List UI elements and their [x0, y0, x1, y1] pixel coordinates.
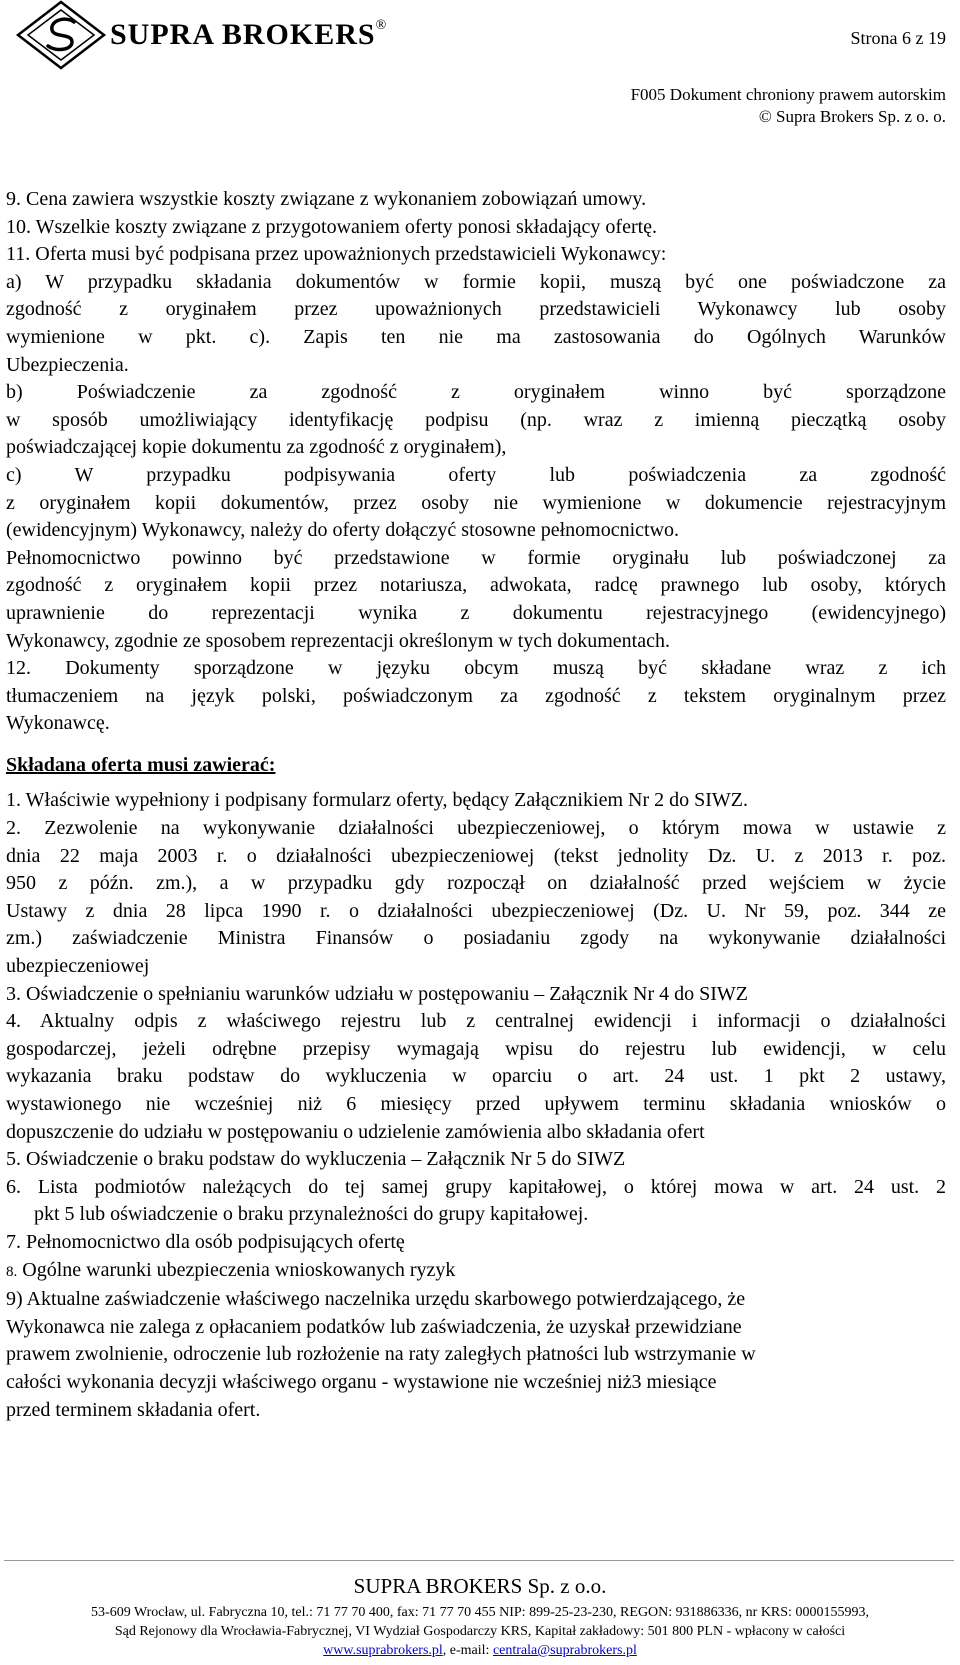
clause-12-line: tłumaczeniem na język polski, poświadczonym za zgodność z tekstem oryginalnym przez — [6, 684, 946, 707]
power-of-attorney-line: uprawnienie do reprezentacji wynika z dokumentu rejestracyjnego (ewidencyjnego) — [6, 601, 946, 624]
footer-company: SUPRA BROKERS Sp. z o.o. — [353, 1574, 607, 1598]
footer-address: 53-609 Wrocław, ul. Fabryczna 10, tel.: 71 77 70 400, fax: 71 77 70 455 NIP: 899-25-23-230, REGON: 931886336, nr KRS: 0000155993, — [91, 1605, 869, 1620]
list-item-9-line: całości wykonania decyzji właściwego organu - wystawione nie wcześniej niż3 miesiące — [6, 1370, 717, 1393]
clause-11b-line: b) Poświadczenie za zgodność z oryginałem winno być sporządzone — [6, 381, 946, 404]
list-item-8-text: Ogólne warunki ubezpieczenia wnioskowanych ryzyk — [22, 1258, 456, 1281]
clause-9: 9. Cena zawiera wszystkie koszty związane z wykonaniem zobowiązań umowy. — [6, 188, 647, 210]
list-item-2-line: 950 z późn. zm.), a w przypadku gdy rozpoczął on działalność przed wejściem w życie — [6, 872, 946, 895]
power-of-attorney-line: Pełnomocnictwo powinno być przedstawione w formie oryginału lub poświadczonej za — [6, 546, 946, 569]
brand-name: SUPRA BROKERS® — [110, 18, 388, 51]
document-body — [6, 186, 946, 1424]
clause-11a-line: a) W przypadku składania dokumentów w formie kopii, muszą być one poświadczone za — [6, 270, 946, 293]
list-item-1: 1. Właściwie wypełniony i podpisany formularz oferty, będący Załącznikiem Nr 2 do SIWZ. — [6, 789, 748, 812]
list-item-4-line: wykazania braku podstaw do wykluczenia w oparciu o art. 24 ust. 1 pkt 2 ustawy, — [6, 1065, 946, 1088]
list-item-2-line: zm.) zaświadczenie Ministra Finansów o posiadaniu zgody na wykonywanie działalności — [6, 927, 946, 950]
list-item-4-line: gospodarczej, jeżeli odrębne przepisy wymagają wpisu do rejestru lub ewidencji, w celu — [6, 1037, 946, 1060]
list-item-8-number: 8. — [6, 1263, 18, 1280]
footer-contact — [0, 1643, 960, 1659]
email-label: , e-mail: — [442, 1643, 493, 1658]
clause-11a-line: zgodność z oryginałem przez upoważnionych przedstawicieli Wykonawcy lub osoby — [6, 298, 946, 321]
list-item-2-line: dnia 22 maja 2003 r. o działalności ubezpieczeniowej (tekst jednolity Dz. U. z 2013 r. poz. — [6, 844, 946, 867]
power-of-attorney-line: Wykonawcy, zgodnie ze sposobem reprezentacji określonym w tych dokumentach. — [6, 629, 670, 652]
copyright-notice: F005 Dokument chroniony prawem autorskim — [630, 85, 946, 104]
list-item-6-line: pkt 5 lub oświadczenie o braku przynależności do grupy kapitałowej. — [34, 1203, 589, 1226]
list-item-2-line: 2. Zezwolenie na wykonywanie działalności ubezpieczeniowej, o którym mowa w ustawie z — [6, 817, 946, 840]
list-item-5: 5. Oświadczenie o braku podstaw do wykluczenia – Załącznik Nr 5 do SIWZ — [6, 1148, 626, 1171]
list-item-9-line: Wykonawca nie zalega z opłacaniem podatków lub zaświadczenia, że uzyskał przewidziane — [6, 1315, 742, 1338]
list-item-3: 3. Oświadczenie o spełnianiu warunków udziału w postępowaniu – Załącznik Nr 4 do SIWZ — [6, 982, 749, 1005]
footer-divider — [4, 1560, 954, 1561]
clause-11c-line: c) W przypadku podpisywania oferty lub poświadczenia za zgodność — [6, 463, 946, 486]
clause-11a-line: Ubezpieczenia. — [6, 353, 129, 376]
list-item-4-line: 4. Aktualny odpis z właściwego rejestru lub z centralnej ewidencji i informacji o działalności — [6, 1010, 946, 1033]
list-item-4-line: wystawionego nie wcześniej niż 6 miesięcy przed upływem terminu składania wniosków o — [6, 1093, 946, 1115]
list-item-6-line: 6. Lista podmiotów należących do tej samej grupy kapitałowej, o której mowa w art. 24 ust. 2 — [6, 1175, 946, 1198]
footer-registration: Sąd Rejonowy dla Wrocławia-Fabrycznej, VI Wydział Gospodarczy KRS, Kapitał zakładowy: 501 800 PLN - wpłacony w całości — [114, 1624, 846, 1639]
power-of-attorney-line: zgodność z oryginałem kopii przez notariusza, adwokata, radcę prawnego lub osoby, których — [6, 574, 946, 597]
copyright-owner: © Supra Brokers Sp. z o. o. — [758, 107, 946, 126]
list-item-4-line: dopuszczenie do udziału w postępowaniu o udzielenie zamówienia albo składania ofert — [6, 1120, 705, 1143]
list-item-9-line: prawem zwolnienie, odroczenie lub rozłożenie na raty zaległych płatności lub wstrzymanie w — [6, 1343, 756, 1366]
clause-11a-line: wymienione w pkt. c). Zapis ten nie ma zastosowania do Ogólnych Warunków — [6, 325, 946, 348]
clause-11b-line: poświadczającej kopie dokumentu za zgodność z oryginałem), — [6, 436, 507, 459]
list-item-9-line: 9) Aktualne zaświadczenie właściwego naczelnika urzędu skarbowego potwierdzającego, że — [6, 1288, 746, 1311]
page-header — [0, 0, 960, 145]
clause-12-line: Wykonawcę. — [6, 712, 110, 735]
list-item-9-line: przed terminem składania ofert. — [6, 1398, 261, 1421]
website-link[interactable]: www.suprabrokers.pl — [323, 1643, 443, 1658]
clause-11: 11. Oferta musi być podpisana przez upoważnionych przedstawicieli Wykonawcy: — [6, 243, 667, 266]
clause-11b-line: w sposób umożliwiający identyfikację podpisu (np. wraz z imienną pieczątką osoby — [6, 408, 946, 431]
clause-11c-line: z oryginałem kopii dokumentów, przez osoby nie wymienione w dokumencie rejestracyjnym — [6, 491, 946, 514]
registered-mark: ® — [375, 18, 388, 33]
list-item-7: 7. Pełnomocnictwo dla osób podpisujących ofertę — [6, 1230, 405, 1253]
section-heading: Składana oferta musi zawierać: — [6, 753, 276, 776]
clause-12-line: 12. Dokumenty sporządzone w języku obcym muszą być składane wraz z ich — [6, 657, 946, 680]
clause-10: 10. Wszelkie koszty związane z przygotowaniem oferty ponosi składający ofertę. — [6, 215, 658, 238]
supra-logo-icon — [14, 0, 108, 70]
list-item-8 — [6, 1257, 946, 1287]
page-number: Strona 6 z 19 — [850, 28, 946, 48]
list-item-2-line: ubezpieczeniowej — [6, 955, 150, 978]
clause-11c-line: (ewidencyjnym) Wykonawcy, należy do oferty dołączyć stosowne pełnomocnictwo. — [6, 519, 680, 542]
list-item-2-line: Ustawy z dnia 28 lipca 1990 r. o działalności ubezpieczeniowej (Dz. U. Nr 59, poz. 344 ze — [6, 899, 946, 922]
email-link[interactable]: centrala@suprabrokers.pl — [492, 1643, 637, 1658]
